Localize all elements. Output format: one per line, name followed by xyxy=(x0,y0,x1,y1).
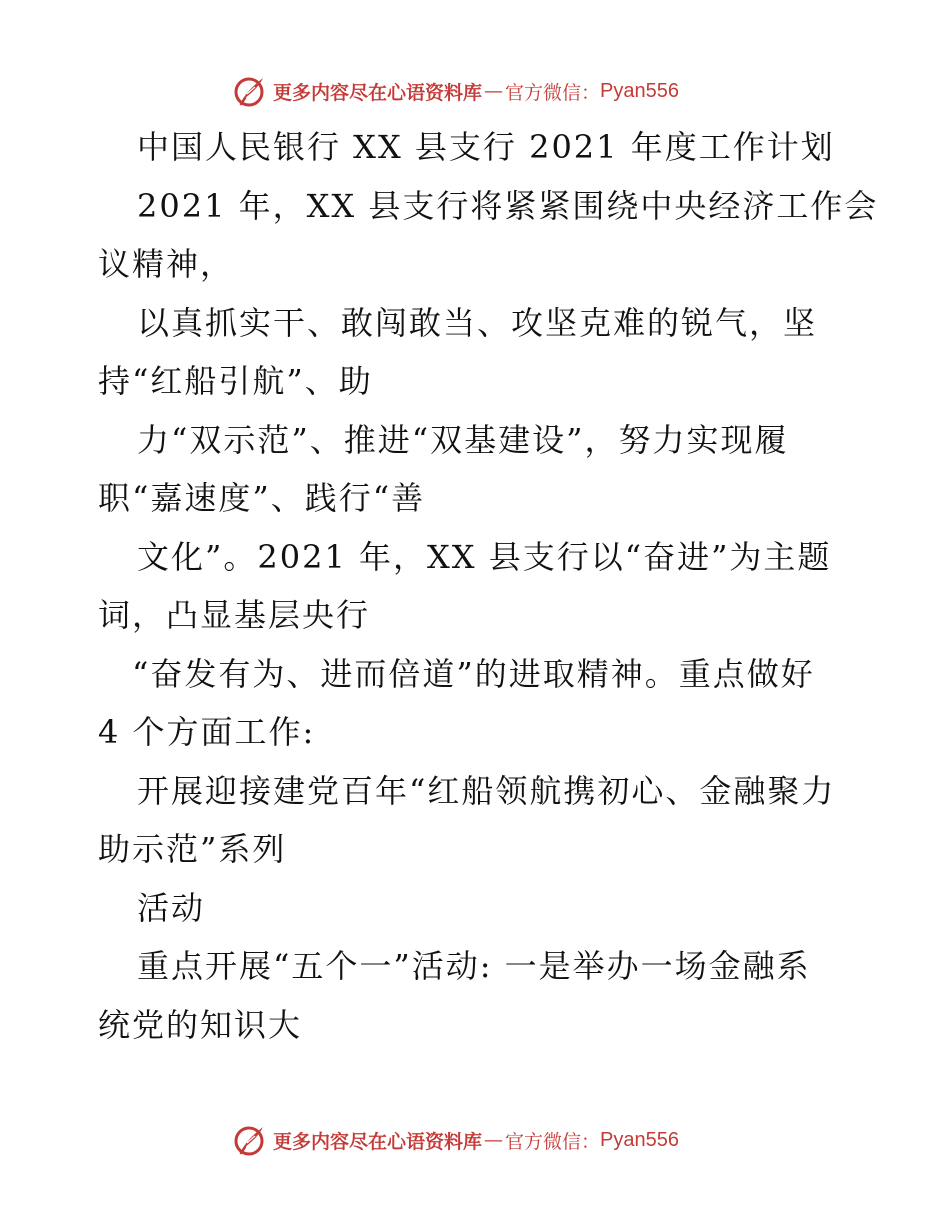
header-watermark xyxy=(233,74,679,108)
paragraph-line: 统党的知识大 xyxy=(98,1006,303,1044)
paragraph-line: 开展迎接建党百年“红船领航携初心、金融聚力 xyxy=(137,772,836,810)
paragraph-line: 文化”。2021 年，XX 县支行以“奋进”为主题 xyxy=(137,538,832,576)
footer-watermark xyxy=(233,1123,679,1157)
document-title: 中国人民银行 XX 县支行 2021 年度工作计划 xyxy=(137,128,835,166)
watermark-wechat-label: 官方微信： xyxy=(505,1130,601,1153)
paragraph-line: 以真抓实干、敢闯敢当、攻坚克难的锐气，坚 xyxy=(137,304,818,342)
paragraph-line: 重点开展“五个一”活动: 一是举办一场金融系 xyxy=(137,947,811,985)
paragraph-line: 助示范”系列 xyxy=(98,830,287,868)
watermark-wechat-label: 官方微信： xyxy=(505,81,601,104)
watermark-main-text: 更多内容尽在心语资料库 xyxy=(273,81,483,104)
paragraph-line: 力“双示范”、推进“双基建设”，努力实现履 xyxy=(137,421,789,459)
quill-logo-icon xyxy=(233,74,267,108)
paragraph-line: “奋发有为、进而倍道”的进取精神。重点做好 xyxy=(132,655,815,693)
watermark-separator: — xyxy=(484,80,504,102)
watermark-main-text: 更多内容尽在心语资料库 xyxy=(273,1130,483,1153)
quill-logo-icon xyxy=(233,1123,267,1157)
paragraph-line: 4 个方面工作: xyxy=(98,713,316,751)
section-heading: 活动 xyxy=(137,889,206,927)
paragraph-line: 职“嘉速度”、践行“善 xyxy=(98,479,426,517)
watermark-separator: — xyxy=(484,1129,504,1151)
watermark-wechat-id: Pyan556 xyxy=(600,79,679,102)
paragraph-line: 词，凸显基层央行 xyxy=(98,596,371,634)
paragraph-line: 2021 年，XX 县支行将紧紧围绕中央经济工作会 xyxy=(137,187,879,225)
paragraph-line: 持“红船引航”、助 xyxy=(98,362,373,400)
watermark-wechat-id: Pyan556 xyxy=(600,1128,679,1151)
paragraph-line: 议精神， xyxy=(98,245,235,283)
